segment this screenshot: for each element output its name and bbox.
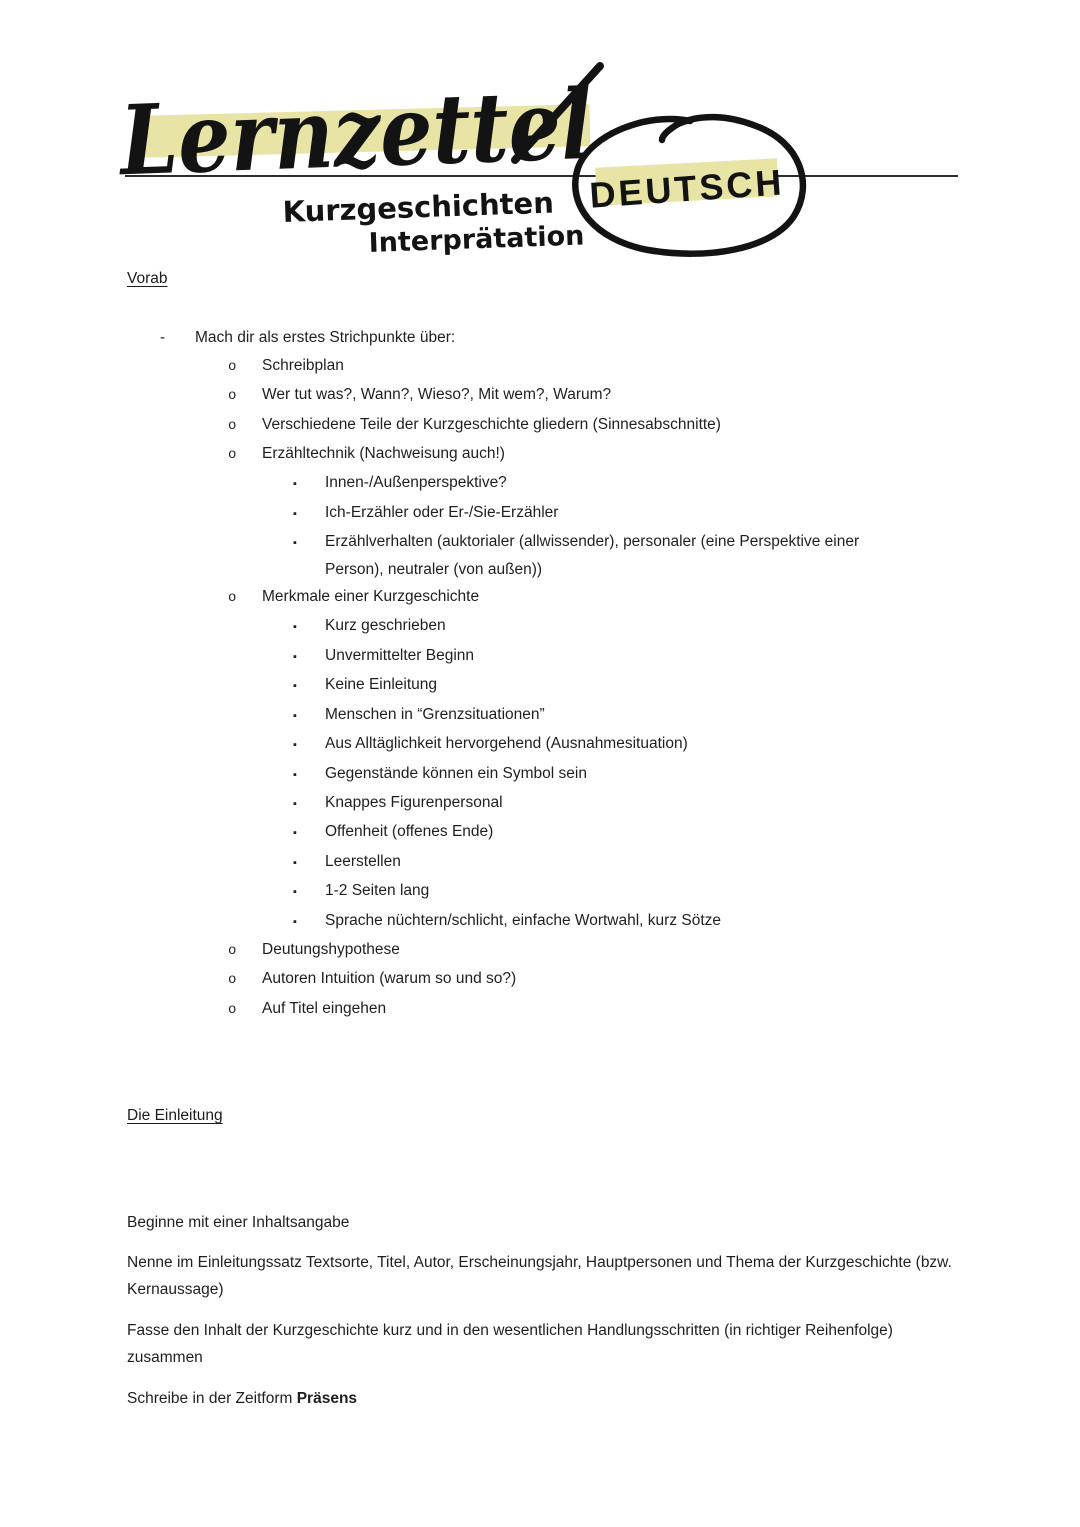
list-marker: ▪ [293, 856, 297, 869]
list-item [127, 965, 955, 994]
list-text: Innen-/Außenperspektive? [325, 474, 507, 492]
subtitle-line2: Interprätation [368, 220, 585, 259]
list-marker: ▪ [293, 827, 297, 840]
handwritten-title: Lernzettel [118, 65, 673, 198]
list-text: Knappes Figurenpersonal [325, 793, 503, 811]
list-marker: ▪ [293, 797, 297, 810]
list-item [127, 469, 955, 498]
list-marker: ▪ [293, 537, 297, 550]
zeitform-text: Schreibe in der Zeitform [127, 1389, 297, 1407]
list-marker: ▪ [293, 915, 297, 928]
list-marker: ▪ [293, 886, 297, 899]
list-item [127, 701, 955, 730]
list-text: Kurz geschrieben [325, 617, 446, 635]
list-marker: ▪ [293, 768, 297, 781]
list-text: Wer tut was?, Wann?, Wieso?, Mit wem?, Warum? [262, 386, 612, 404]
list-text: Unvermittelter Beginn [325, 646, 475, 664]
list-text: Merkmale einer Kurzgeschichte [262, 588, 480, 606]
paragraph-zeitform [127, 1385, 955, 1412]
document-body [127, 265, 955, 1425]
paragraph-inhaltsangabe: Beginne mit einer Inhaltsangabe [127, 1213, 350, 1231]
paragraph-inhalt-zusammenfassen: Fasse den Inhalt der Kurzgeschichte kurz und in den wesentlichen Handlungsschritten (in richtiger Reihenfolge) zusammen [127, 1321, 893, 1367]
list-marker: o [228, 942, 237, 959]
list-marker: o [228, 358, 237, 375]
list-text: Sprache nüchtern/schlicht, einfache Wortwahl, kurz Sötze [325, 911, 722, 929]
subject-label: DEUTSCH [588, 161, 786, 216]
list-marker: ▪ [293, 739, 297, 752]
list-marker: - [160, 329, 166, 347]
list-text: Leerstellen [325, 852, 401, 870]
subtitle-line1: Kurzgeschichten [282, 185, 555, 229]
list-item [127, 528, 955, 583]
list-item [127, 877, 955, 906]
list-text: Schreibplan [262, 356, 344, 374]
list-item [127, 411, 955, 440]
list-item [127, 381, 955, 410]
list-text: Gegenstände können ein Symbol sein [325, 764, 587, 782]
list-marker: o [228, 447, 237, 464]
list-text: Autoren Intuition (warum so und so?) [262, 970, 517, 988]
list-marker: ▪ [293, 680, 297, 693]
list-text: Offenheit (offenes Ende) [325, 823, 494, 841]
list-item [127, 440, 955, 469]
list-marker: o [228, 972, 237, 989]
list-marker: o [228, 1001, 237, 1018]
list-text: Auf Titel eingehen [262, 999, 387, 1017]
list-item [127, 583, 955, 612]
list-marker: ▪ [293, 621, 297, 634]
list-marker: o [228, 417, 237, 434]
list-item [127, 995, 955, 1024]
list-text: Erzählverhalten (auktorialer (allwissender), personaler (eine Perspektive einer Person), neutraler (von außen)) [325, 533, 860, 578]
list-text: Verschiedene Teile der Kurzgeschichte gliedern (Sinnesabschnitte) [262, 415, 721, 433]
list-text: Erzähltechnik (Nachweisung auch!) [262, 445, 505, 463]
list-text: Ich-Erzähler oder Er-/Sie-Erzähler [325, 503, 559, 521]
list-item [127, 789, 955, 818]
paragraph-einleitungssatz: Nenne im Einleitungssatz Textsorte, Titel, Autor, Erscheinungsjahr, Hauptpersonen und Thema der Kurzgeschichte (bzw. Kernaussage) [127, 1253, 952, 1299]
list-marker: o [228, 590, 237, 607]
list-item [127, 642, 955, 671]
list-text: Aus Alltäglichkeit hervorgehend (Ausnahmesituation) [325, 735, 688, 753]
header-artwork [0, 0, 1080, 262]
vorab-list [127, 324, 955, 1024]
list-text: Menschen in “Grenzsituationen” [325, 705, 545, 723]
zeitform-bold: Präsens [296, 1389, 358, 1407]
list-item [127, 499, 955, 528]
list-item [127, 818, 955, 847]
list-item [127, 352, 955, 381]
list-item [127, 730, 955, 759]
list-text: 1-2 Seiten lang [325, 882, 430, 900]
list-marker: ▪ [293, 650, 297, 663]
section-heading-einleitung: Die Einleitung [127, 1107, 223, 1125]
list-marker: o [228, 388, 237, 405]
list-item [127, 760, 955, 789]
list-marker: ▪ [293, 478, 297, 491]
list-text: Mach dir als erstes Strichpunkte über: [195, 329, 456, 347]
list-marker: ▪ [293, 709, 297, 722]
list-marker: ▪ [293, 507, 297, 520]
list-item [127, 612, 955, 641]
list-item [127, 848, 955, 877]
list-text: Deutungshypothese [262, 940, 400, 958]
list-text: Keine Einleitung [325, 676, 438, 694]
list-item [127, 324, 955, 351]
section-heading-vorab: Vorab [127, 270, 168, 287]
list-item [127, 907, 955, 936]
list-item [127, 936, 955, 965]
list-item [127, 671, 955, 700]
